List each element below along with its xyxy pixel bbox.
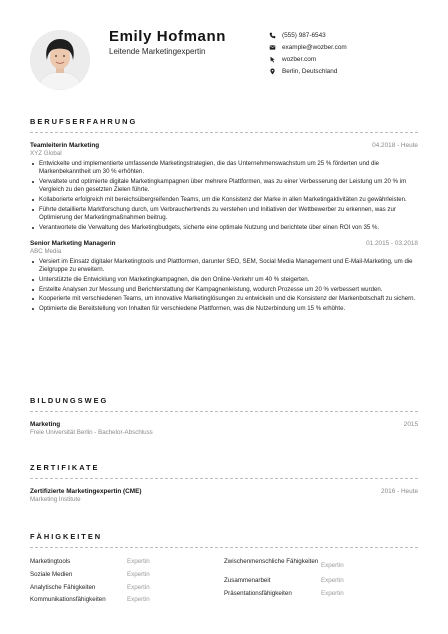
experience-heading: BERUFSERFAHRUNG (30, 117, 418, 133)
job-bullet: Verantwortete die Verwaltung des Marketingbudgets, sicherte eine optimale Nutzung und berichtete über einen ROI von 35 %. (39, 224, 418, 232)
skill-item (224, 558, 418, 577)
skill-item (224, 590, 418, 603)
skill-level: Expertin (321, 589, 344, 597)
education-entry (30, 421, 418, 436)
job-bullet: Versiert im Einsatz digitaler Marketingtools und Plattformen, darunter SEO, SEM, Social Media Management und E-Mail-Marketing, um die Zielgruppe zu erweitern. (39, 258, 418, 275)
education-section (30, 396, 418, 436)
skill-level: Expertin (321, 577, 344, 584)
skill-name: Soziale Medien (30, 570, 73, 578)
contact-email-text: example@wozber.com (282, 43, 347, 51)
job-bullet: Entwickelte und implementierte umfassende Marketingstrategien, die das Unternehmenswachstum um 25 % förderten und die Markenbekanntheit um 30 % erhöhten. (39, 160, 418, 177)
job-bullets (30, 258, 418, 313)
skill-name: Kommunikationsfähigkeiten (30, 596, 106, 604)
education-date: 2015 (403, 421, 418, 428)
skills-heading: FÄHIGKEITEN (30, 532, 418, 548)
skill-item (224, 577, 418, 590)
experience-section (30, 117, 418, 314)
job-date: 04.2018 - Heute (372, 142, 418, 149)
profile-photo (30, 30, 90, 90)
skill-level: Expertin (127, 583, 150, 591)
education-school: Freie Universität Berlin - Bachelor-Abschluss (30, 429, 153, 436)
skill-item (30, 558, 224, 571)
skill-level: Expertin (127, 570, 150, 578)
location-pin-icon (268, 67, 277, 76)
skill-level: Expertin (127, 558, 150, 565)
contact-phone (268, 29, 347, 41)
skill-item (30, 596, 224, 609)
skills-section (30, 532, 418, 609)
education-title: Marketing (30, 421, 61, 428)
skills-column-right (224, 558, 418, 609)
mail-icon (268, 43, 277, 52)
job-bullet: Verwaltete und optimierte digitale Marketingkampagnen über mehrere Plattformen, was zu einer Verbesserung der Leistung um 20 % im Vergleich zu den gesetzten Zielen führte. (39, 178, 418, 195)
job-date: 01.2015 - 03.2018 (366, 240, 418, 247)
skill-name: Zwischenmenschliche Fähigkeiten (224, 558, 319, 565)
candidate-role: Leitende Marketingexpertin (109, 47, 206, 56)
contact-website-text: wozber.com (282, 55, 317, 63)
skill-level: Expertin (127, 596, 150, 604)
contact-email (268, 41, 347, 53)
certificate-date: 2016 - Heute (381, 488, 418, 495)
skill-item (30, 584, 224, 597)
certificate-title: Zertifizierte Marketingexpertin (CME) (30, 488, 142, 495)
certificate-entry (30, 488, 418, 503)
job-bullet: Unterstützte die Entwicklung von Marketingkampagnen, die den Online-Verkehr um 40 % steigerten. (39, 276, 418, 284)
skill-name: Analytische Fähigkeiten (30, 583, 96, 591)
job-title: Senior Marketing Managerin (30, 240, 116, 247)
education-heading: BILDUNGSWEG (30, 396, 418, 412)
candidate-name: Emily Hofmann (109, 28, 226, 45)
job-entry (30, 240, 418, 313)
job-bullets (30, 160, 418, 232)
certificate-issuer: Marketing Institute (30, 496, 81, 503)
job-title: Teamleiterin Marketing (30, 142, 100, 149)
skill-name: Zusammenarbeit (224, 577, 271, 584)
contact-list (268, 29, 347, 78)
contact-location-text: Berlin, Deutschland (282, 68, 338, 76)
job-company: ABC Media (30, 248, 62, 255)
job-bullet: Optimierte die Bereitstellung von Inhalten für verschiedene Plattformen, was die Nutzerbindung um 15 % erhöhte. (39, 305, 418, 313)
certificates-section (30, 463, 418, 503)
job-bullet: Kooperierte mit verschiedenen Teams, um innovative Marketinglösungen zu entwickeln und die Konsistenz der Markenbotschaft zu sichern. (39, 295, 418, 303)
contact-phone-text: (555) 987-6543 (282, 31, 326, 39)
avatar (30, 30, 90, 90)
job-bullet: Führte detaillierte Marktforschung durch, um Verbrauchertrends zu verstehen und Initiativen der Wettbewerber zu erkennen, was zur Optimierung der Marketingmaßnahmen beitrug. (39, 206, 418, 223)
link-icon (268, 55, 277, 64)
skill-name: Präsentationsfähigkeiten (224, 589, 292, 597)
skills-column-left (30, 558, 224, 609)
job-bullet: Kollaborierte erfolgreich mit bereichsübergreifenden Teams, um die Konsistenz der Marke in allen Marketingaktivitäten zu gewährleisten. (39, 196, 418, 204)
skill-item (30, 571, 224, 584)
job-company: XYZ Global (30, 150, 62, 157)
skill-level: Expertin (321, 562, 344, 569)
job-entry (30, 142, 418, 232)
certificates-heading: ZERTIFIKATE (30, 463, 418, 479)
skill-name: Marketingtools (30, 558, 71, 565)
skills-grid (30, 558, 418, 609)
contact-website (268, 53, 347, 65)
job-bullet: Erstellte Analysen zur Messung und Berichterstattung der Kampagnenleistung, wodurch Prozesse um 20 % verbessert wurden. (39, 286, 418, 294)
contact-location (268, 66, 347, 78)
phone-icon (268, 31, 277, 40)
